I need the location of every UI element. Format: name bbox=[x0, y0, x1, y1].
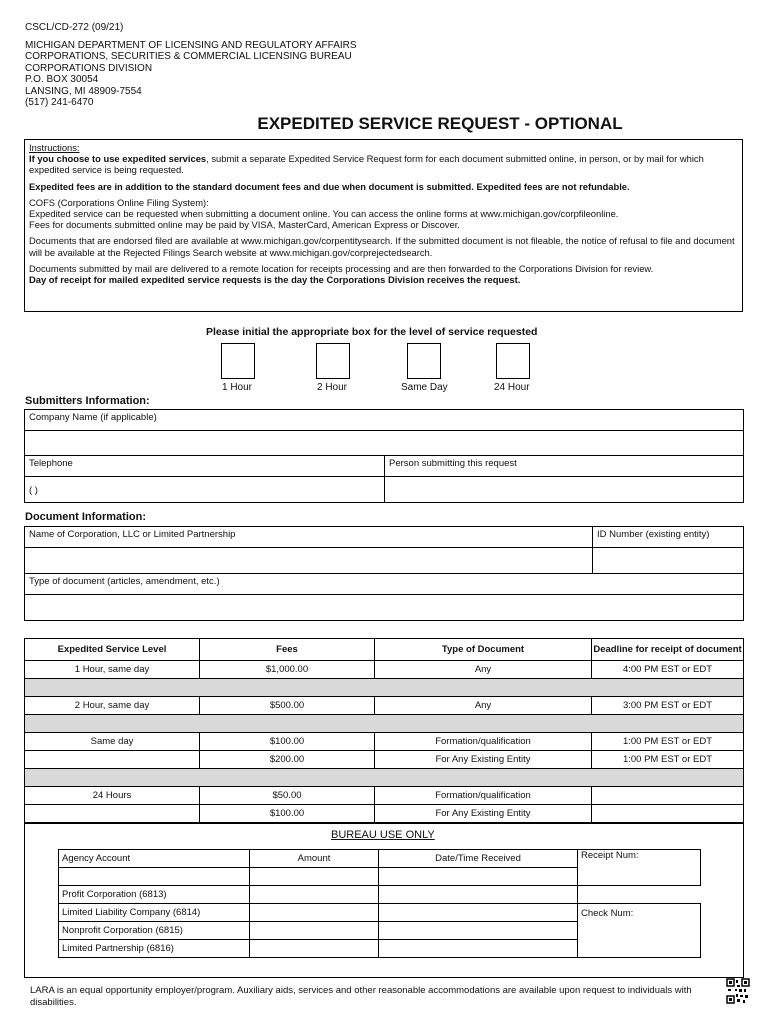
amount-input[interactable] bbox=[250, 886, 379, 904]
id-number-label: ID Number (existing entity) bbox=[592, 526, 744, 548]
option-label: 2 Hour bbox=[317, 382, 348, 393]
amount-input[interactable] bbox=[250, 922, 379, 940]
cell: For Any Existing Entity bbox=[375, 805, 592, 823]
p2-bold: Expedited fees are in addition to the standard document fees and due when document is submitted. Expedited fees are not refundable. bbox=[29, 180, 630, 192]
p3-l2: Expedited service can be requested when submitting a document online. You can access the online forms at www.michigan.gov/corpfileonline. bbox=[29, 208, 619, 220]
cell: $50.00 bbox=[200, 787, 375, 805]
page-title: EXPEDITED SERVICE REQUEST - OPTIONAL bbox=[257, 114, 623, 133]
amount-input[interactable] bbox=[250, 940, 379, 958]
header-line: CORPORATIONS DIVISION bbox=[25, 62, 153, 74]
doc-type-label: Type of document (articles, amendment, etc.) bbox=[24, 573, 744, 595]
account-label: Limited Partnership (6816) bbox=[59, 940, 250, 958]
company-name-field[interactable] bbox=[24, 430, 744, 456]
id-number-field[interactable] bbox=[592, 547, 744, 574]
instructions-p5 bbox=[29, 263, 738, 285]
amount-header: Amount bbox=[250, 850, 379, 868]
bureau-heading: BUREAU USE ONLY bbox=[331, 829, 435, 841]
table-row bbox=[25, 787, 744, 805]
instructions-box bbox=[24, 139, 743, 312]
cell: $100.00 bbox=[200, 733, 375, 751]
cell: Any bbox=[375, 661, 592, 679]
col-header: Fees bbox=[200, 639, 375, 661]
table-row bbox=[25, 751, 744, 769]
instructions-p4: Documents that are endorsed filed are available at www.michigan.gov/corpentitysearch. If the submitted document is not fileable, the notice of refusal to file and document will be available at the Rejected Filings Search website at www.michigan.gov/corprejectedsearch. bbox=[29, 235, 735, 258]
date-input[interactable] bbox=[379, 940, 578, 958]
qr-code-icon bbox=[726, 978, 750, 1004]
col-header: Type of Document bbox=[375, 639, 592, 661]
table-row bbox=[25, 805, 744, 823]
amount-input[interactable] bbox=[250, 904, 379, 922]
p1-bold: If you choose to use expedited services bbox=[29, 153, 207, 165]
cell: 24 Hours bbox=[25, 787, 200, 805]
initial-box-2-hour[interactable] bbox=[316, 343, 350, 379]
cell: 3:00 PM EST or EDT bbox=[592, 697, 744, 715]
footer-note: LARA is an equal opportunity employer/program. Auxiliary aids, services and other reasonable accommodations are available upon request to individuals with disabilities. bbox=[30, 985, 692, 1008]
table-header-row bbox=[25, 639, 744, 661]
cell: 1 Hour, same day bbox=[25, 661, 200, 679]
person-label: Person submitting this request bbox=[384, 455, 744, 477]
cell: Formation/qualification bbox=[375, 787, 592, 805]
col-header: Deadline for receipt of document bbox=[592, 639, 744, 661]
separator-row bbox=[25, 715, 744, 733]
option-label: 24 Hour bbox=[494, 382, 530, 393]
account-label: Profit Corporation (6813) bbox=[59, 886, 250, 904]
document-heading: Document Information: bbox=[25, 511, 146, 523]
instructions-p1 bbox=[29, 153, 738, 175]
receipt-num-field[interactable]: Receipt Num: bbox=[578, 850, 701, 886]
header-line: (517) 241-6470 bbox=[25, 97, 94, 108]
cell: 4:00 PM EST or EDT bbox=[592, 661, 744, 679]
service-level-prompt: Please initial the appropriate box for the level of service requested bbox=[206, 326, 538, 338]
p5-text: Documents submitted by mail are delivered to a remote location for receipts processing and are then forwarded to the Corporations Division for review. bbox=[29, 262, 654, 274]
submitters-heading: Submitters Information: bbox=[25, 395, 150, 407]
instructions-p3 bbox=[29, 197, 738, 231]
check-num-field[interactable]: Check Num: bbox=[578, 904, 701, 958]
table-row bbox=[59, 904, 701, 922]
cell bbox=[592, 787, 744, 805]
cell bbox=[592, 805, 744, 823]
spacer bbox=[578, 886, 701, 904]
date-input[interactable] bbox=[379, 868, 578, 886]
header-line: MICHIGAN DEPARTMENT OF LICENSING AND REGULATORY AFFAIRS bbox=[25, 39, 357, 51]
table-row bbox=[25, 697, 744, 715]
table-row bbox=[59, 850, 701, 868]
p5-bold: Day of receipt for mailed expedited service requests is the day the Corporations Division receives the request. bbox=[29, 274, 521, 286]
corp-name-field[interactable] bbox=[24, 547, 593, 574]
cell: Formation/qualification bbox=[375, 733, 592, 751]
separator-row bbox=[25, 769, 744, 787]
cell: Same day bbox=[25, 733, 200, 751]
date-input[interactable] bbox=[379, 886, 578, 904]
p1-rest: , submit a separate Expedited Service Request form for each document submitted online, in person, or by mail for which expedited service is being requested. bbox=[29, 153, 704, 176]
cell: For Any Existing Entity bbox=[375, 751, 592, 769]
date-received-header: Date/Time Received bbox=[379, 850, 578, 868]
telephone-field[interactable]: ( ) bbox=[24, 476, 385, 503]
initial-box-same-day[interactable] bbox=[407, 343, 441, 379]
corp-name-label: Name of Corporation, LLC or Limited Partnership bbox=[24, 526, 593, 548]
option-label: Same Day bbox=[401, 382, 448, 393]
cell: 1:00 PM EST or EDT bbox=[592, 733, 744, 751]
cell: $500.00 bbox=[200, 697, 375, 715]
separator-row bbox=[25, 679, 744, 697]
instructions-p2 bbox=[29, 181, 738, 192]
cell bbox=[25, 805, 200, 823]
agency-header bbox=[25, 22, 357, 109]
form-id: CSCL/CD-272 (09/21) bbox=[25, 22, 124, 33]
option-label: 1 Hour bbox=[222, 382, 253, 393]
cell: $1,000.00 bbox=[200, 661, 375, 679]
company-name-label: Company Name (if applicable) bbox=[24, 409, 744, 431]
amount-input[interactable] bbox=[250, 868, 379, 886]
account-label: Nonprofit Corporation (6815) bbox=[59, 922, 250, 940]
initial-box-24-hour[interactable] bbox=[496, 343, 530, 379]
person-field[interactable] bbox=[384, 476, 744, 503]
cell bbox=[25, 751, 200, 769]
cell: Any bbox=[375, 697, 592, 715]
header-line: P.O. BOX 30054 bbox=[25, 74, 99, 85]
cell: $200.00 bbox=[200, 751, 375, 769]
header-line: CORPORATIONS, SECURITIES & COMMERCIAL LICENSING BUREAU bbox=[25, 51, 352, 62]
header-line: LANSING, MI 48909-7554 bbox=[25, 85, 142, 97]
cell: $100.00 bbox=[200, 805, 375, 823]
table-row bbox=[59, 886, 701, 904]
instructions-heading: Instructions: bbox=[29, 142, 80, 153]
p3-l1: COFS (Corporations Online Filing System): bbox=[29, 196, 209, 208]
agency-account-header: Agency Account bbox=[59, 850, 250, 868]
col-header: Expedited Service Level bbox=[25, 639, 200, 661]
date-input[interactable] bbox=[379, 922, 578, 940]
date-input[interactable] bbox=[379, 904, 578, 922]
table-row bbox=[25, 733, 744, 751]
fees-table bbox=[24, 638, 744, 823]
telephone-label: Telephone bbox=[24, 455, 385, 477]
cell: 1:00 PM EST or EDT bbox=[592, 751, 744, 769]
bureau-table bbox=[58, 849, 701, 958]
agency-input[interactable] bbox=[59, 868, 250, 886]
p3-l3: Fees for documents submitted online may be paid by VISA, MasterCard, American Express or Discover. bbox=[29, 219, 460, 231]
doc-type-field[interactable] bbox=[24, 594, 744, 621]
table-row bbox=[25, 661, 744, 679]
account-label: Limited Liability Company (6814) bbox=[59, 904, 250, 922]
initial-box-1-hour[interactable] bbox=[221, 343, 255, 379]
cell: 2 Hour, same day bbox=[25, 697, 200, 715]
